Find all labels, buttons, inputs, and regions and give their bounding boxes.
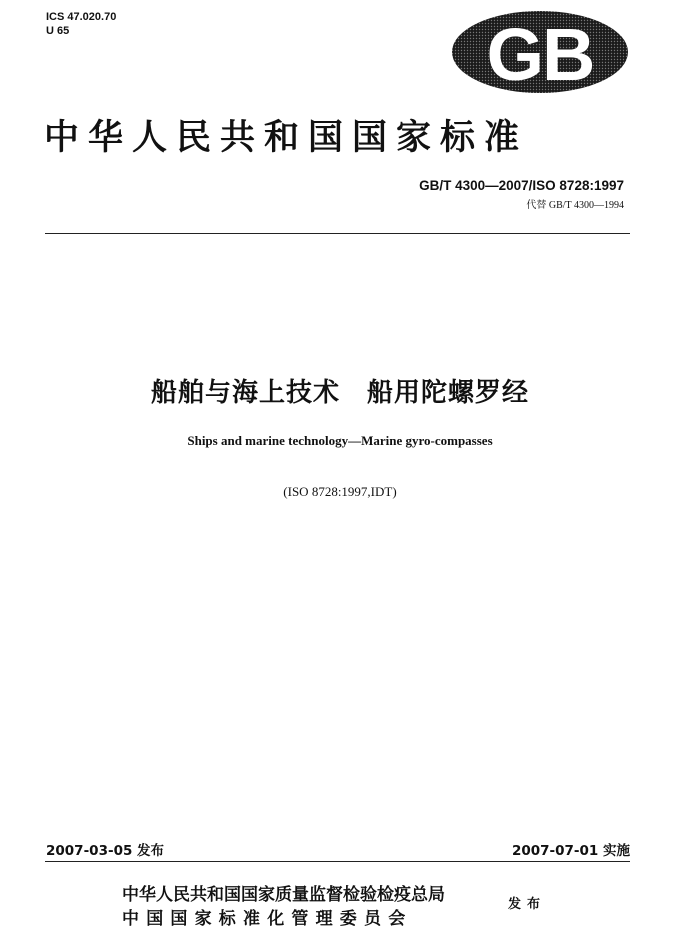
- replaces-standard: 代替 GB/T 4300—1994: [526, 200, 624, 211]
- gb-logo: [451, 10, 629, 94]
- header-divider: [45, 233, 630, 234]
- standard-number: GB/T 4300—2007/ISO 8728:1997: [419, 178, 624, 193]
- issuer-aqsiq: 中华人民共和国国家质量监督检验检疫总局: [122, 885, 445, 905]
- ics-code: ICS 47.020.70: [46, 11, 117, 23]
- english-title: Ships and marine technology—Marine gyro-compasses: [187, 433, 493, 448]
- footer-divider: [45, 861, 630, 862]
- issue-date: 2007-03-05 发布: [46, 843, 165, 859]
- publish-label: 发布: [508, 897, 547, 912]
- main-title: 中华人民共和国国家标准: [44, 117, 529, 158]
- classification-codes: [46, 10, 116, 38]
- issuer-sac: 中国国家标准化管理委员会: [122, 909, 413, 929]
- chinese-title: 船舶与海上技术 船用陀螺罗经: [150, 378, 529, 408]
- svg-text:GB: GB: [486, 13, 594, 94]
- iso-reference: (ISO 8728:1997,IDT): [283, 484, 397, 499]
- class-code: U 65: [46, 25, 70, 37]
- implementation-date: 2007-07-01 实施: [511, 843, 630, 859]
